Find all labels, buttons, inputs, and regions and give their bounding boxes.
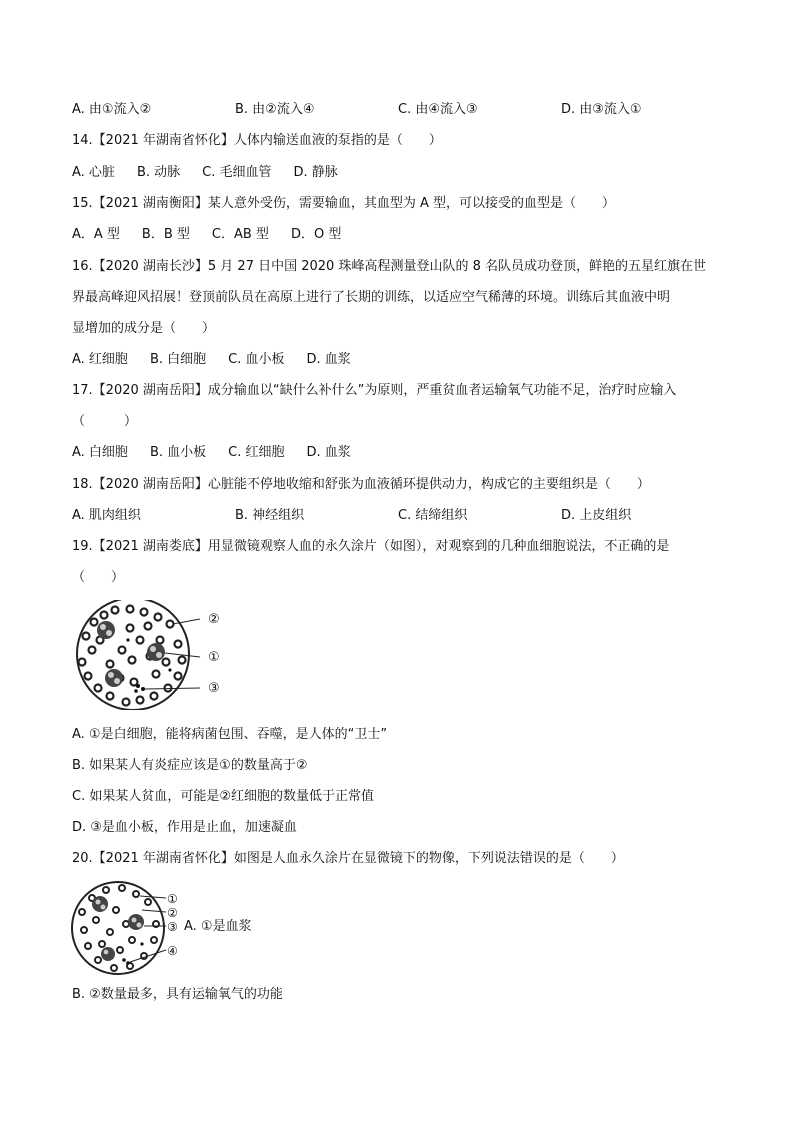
q15-option-c: C．AB 型 (211, 227, 269, 242)
q18-option-b: B. 神经组织 (235, 508, 305, 523)
q16-stem-line-3: 显增加的成分是（ ） (72, 321, 216, 336)
q18-option-a: A. 肌肉组织 (72, 508, 141, 523)
q18-option-c: C. 结缔组织 (398, 508, 468, 523)
q19-stem-line-1: 19.【2021 湖南娄底】用显微镜观察人血的永久涂片（如图），对观察到的几种血细胞说法，不正确的是 (72, 539, 670, 554)
q14-stem: 14.【2021 年湖南省怀化】人体内输送血液的泵指的是（ ） (72, 133, 442, 148)
q16-option-d: D. 血浆 (306, 352, 351, 367)
q14-options (72, 164, 360, 182)
q17-option-a: A. 白细胞 (72, 445, 128, 460)
q18-options (72, 507, 724, 525)
q19-stem-line-2: （ ） (72, 570, 125, 585)
q20-figure-label-2: ② (167, 906, 178, 920)
q19-figure-label-3: ③ (208, 681, 220, 696)
q20-option-b: B. ②数量最多，具有运输氧气的功能 (72, 987, 283, 1002)
q20-stem: 20.【2021 年湖南省怀化】如图是人血永久涂片在显微镜下的物像，下列说法错误的是（ ） (72, 851, 624, 866)
q13-option-b: B. 由②流入④ (235, 102, 315, 117)
q19-option-d: D. ③是血小板，作用是止血，加速凝血 (72, 820, 297, 835)
q20-figure-label-3: ③ (167, 920, 178, 934)
q17-options (72, 444, 373, 462)
q13-option-d: D. 由③流入① (561, 102, 642, 117)
q16-stem-line-1: 16.【2020 湖南长沙】5 月 27 日中国 2020 珠峰高程测量登山队的 8 名队员成功登顶，鲜艳的五星红旗在世 (72, 259, 706, 274)
q17-stem-line-2: （ ） (72, 414, 138, 429)
q16-option-c: C. 血小板 (228, 352, 285, 367)
q14-option-a: A. 心脏 (72, 165, 115, 180)
q14-option-b: B. 动脉 (136, 165, 181, 180)
q17-stem-line-1: 17.【2020 湖南岳阳】成分输血以“缺什么补什么”为原则，严重贫血者运输氧气功能不足，治疗时应输入 (72, 383, 677, 398)
q18-option-d: D. 上皮组织 (561, 508, 632, 523)
q20-figure-label-1: ① (167, 892, 178, 906)
q19-option-a: A. ①是白细胞，能将病菌包围、吞噬，是人体的“卫士” (72, 727, 388, 742)
q15-option-d: D．O 型 (290, 227, 342, 242)
q19-blood-smear-figure (70, 600, 240, 710)
q17-option-b: B. 血小板 (149, 445, 207, 460)
q15-options (72, 226, 363, 244)
q14-option-d: D. 静脉 (293, 165, 338, 180)
q19-option-c: C. 如果某人贫血，可能是②红细胞的数量低于正常值 (72, 789, 374, 804)
q14-option-c: C. 毛细血管 (202, 165, 272, 180)
q19-option-b: B. 如果某人有炎症应该是①的数量高于② (72, 758, 308, 773)
q20-blood-smear-figure (70, 880, 190, 976)
q16-option-a: A. 红细胞 (72, 352, 128, 367)
q15-option-b: B．B 型 (141, 227, 190, 242)
q17-option-c: C. 红细胞 (228, 445, 285, 460)
q17-option-d: D. 血浆 (306, 445, 351, 460)
q20-option-a: A. ①是血浆 (184, 919, 252, 934)
q16-option-b: B. 白细胞 (149, 352, 207, 367)
q19-figure-label-1: ① (208, 650, 220, 665)
q15-option-a: A．A 型 (72, 227, 120, 242)
q13-options (72, 101, 724, 119)
q19-figure-label-2: ② (208, 612, 220, 627)
q13-option-c: C. 由④流入③ (398, 102, 478, 117)
q20-figure-label-4: ④ (167, 944, 178, 958)
q15-stem: 15.【2021 湖南衡阳】某人意外受伤，需要输血，其血型为 A 型，可以接受的血型是（ ） (72, 196, 616, 211)
q16-options (72, 351, 373, 369)
q18-stem: 18.【2020 湖南岳阳】心脏能不停地收缩和舒张为血液循环提供动力，构成它的主要组织是（ ） (72, 477, 650, 492)
q16-stem-line-2: 界最高峰迎风招展！登顶前队员在高原上进行了长期的训练，以适应空气稀薄的环境。训练后其血液中明 (72, 290, 671, 305)
q13-option-a: A. 由①流入② (72, 102, 152, 117)
